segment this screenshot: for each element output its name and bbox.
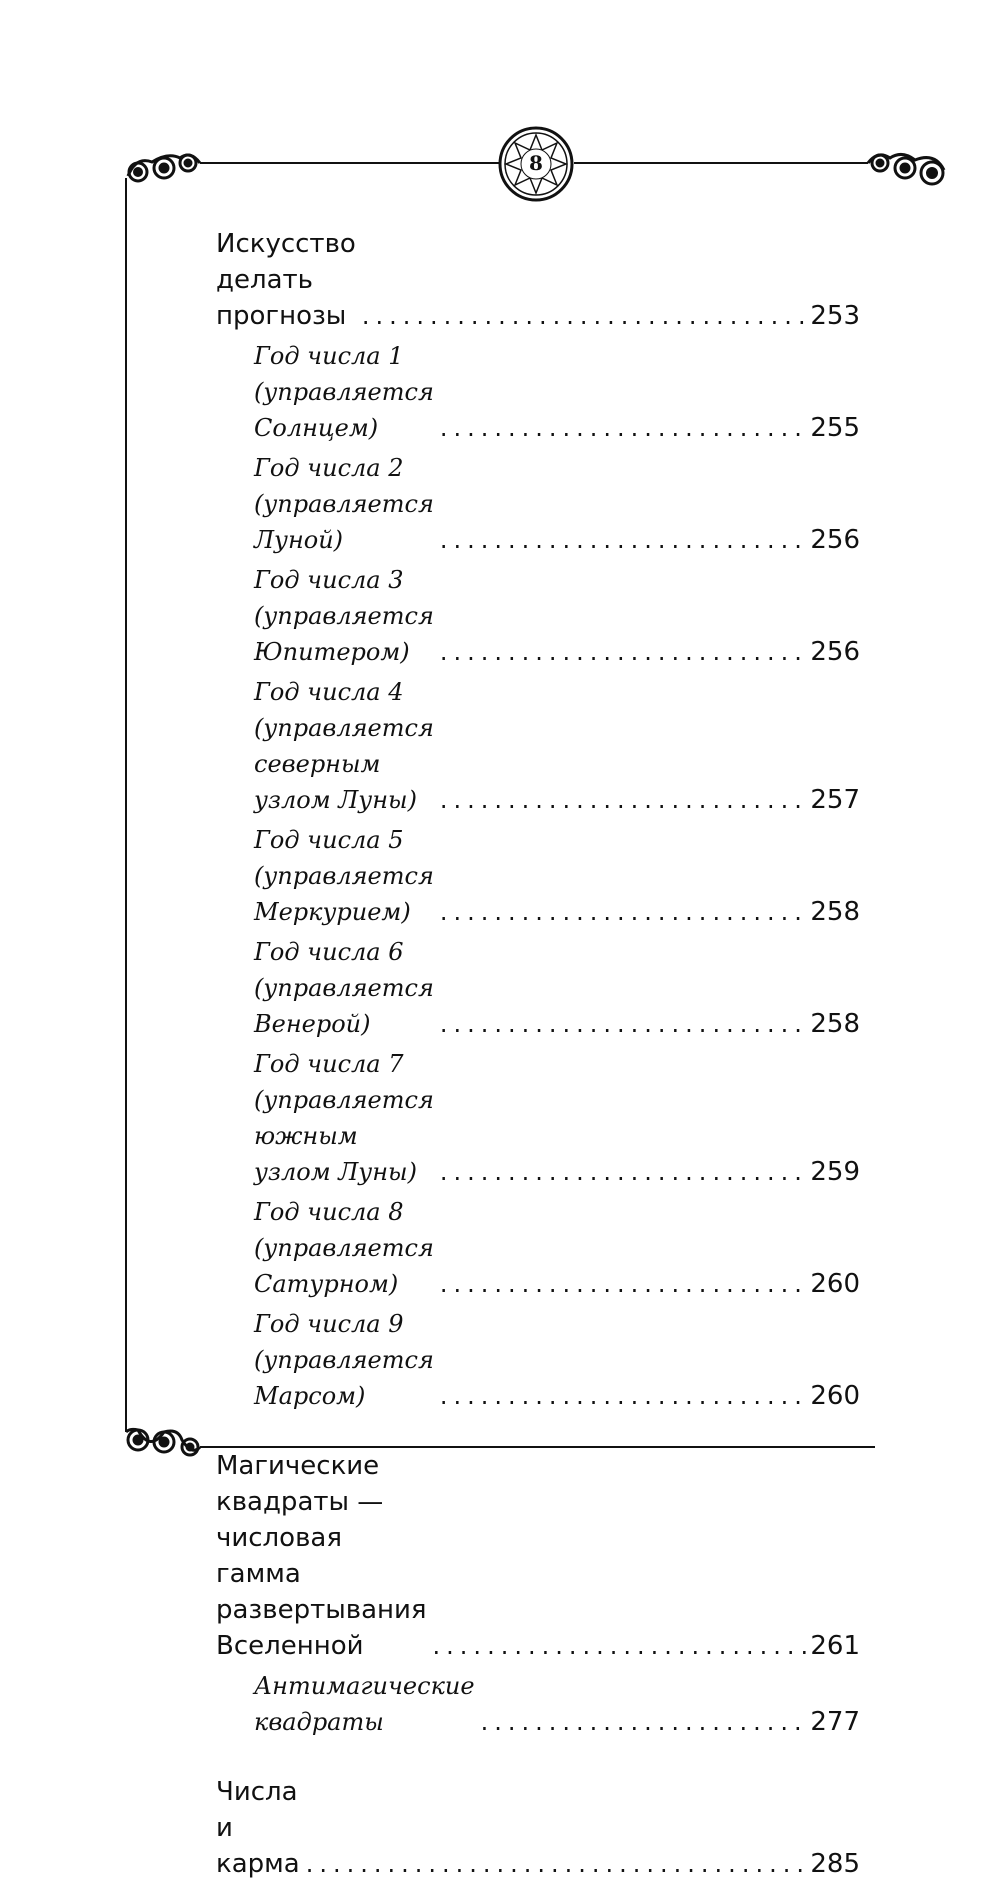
dot-leader [306, 1846, 807, 1882]
dot-leader [440, 1266, 807, 1302]
page-number: 8 [529, 151, 543, 175]
toc-entry-title: Год числа 5 (управляется Меркурием) [254, 826, 434, 926]
table-of-contents [216, 226, 860, 1886]
toc-entry[interactable] [216, 226, 860, 334]
toc-entry-page: 285 [810, 1849, 860, 1879]
toc-entry-title: Год числа 1 (управляется Солнцем) [254, 342, 434, 442]
toc-entry-page: 253 [810, 301, 860, 331]
toc-entry-page: 256 [810, 525, 860, 555]
toc-entry-title: Год числа 3 (управляется Юпитером) [254, 566, 434, 666]
toc-entry-title: Год числа 8 (управляется Сатурном) [254, 1198, 434, 1298]
toc-entry[interactable] [216, 674, 860, 818]
dot-leader [440, 634, 807, 670]
dot-leader [440, 1006, 807, 1042]
toc-entry-page: 261 [810, 1631, 860, 1661]
toc-entry-page: 260 [810, 1269, 860, 1299]
toc-entry-title: Год числа 2 (управляется Луной) [254, 454, 434, 554]
dot-leader [440, 522, 807, 558]
toc-entry-title: Год числа 4 (управляется северным узлом Луны) [254, 678, 434, 814]
dot-leader [440, 782, 807, 818]
toc-entry-title: Год числа 7 (управляется южным узлом Луны) [254, 1050, 434, 1186]
toc-entry[interactable] [216, 822, 860, 930]
section-gap [216, 1744, 860, 1774]
dot-leader [440, 1378, 807, 1414]
toc-entry-title: Искусство делать прогнозы [216, 229, 356, 331]
toc-entry-page: 255 [810, 413, 860, 443]
toc-entry-title: Числа и карма [216, 1777, 300, 1879]
scroll-ornament-icon [126, 1429, 200, 1455]
toc-entry-page: 257 [810, 785, 860, 815]
toc-entry-page: 256 [810, 637, 860, 667]
toc-entry-page: 259 [810, 1157, 860, 1187]
toc-entry[interactable] [216, 450, 860, 558]
toc-entry[interactable] [216, 1194, 860, 1302]
dot-leader [440, 1154, 807, 1190]
toc-entry-page: 258 [810, 1009, 860, 1039]
toc-entry-page: 258 [810, 897, 860, 927]
dot-leader [481, 1704, 807, 1740]
section-gap [216, 1418, 860, 1448]
toc-entry-title: Год числа 9 (управляется Марсом) [254, 1310, 434, 1410]
toc-entry[interactable] [216, 1774, 860, 1882]
toc-entry-title: Антимагические квадраты [254, 1672, 475, 1736]
toc-entry[interactable] [216, 934, 860, 1042]
toc-entry-page: 277 [810, 1707, 860, 1737]
toc-entry[interactable] [216, 1306, 860, 1414]
scroll-ornament-icon [128, 155, 200, 181]
toc-entry[interactable] [216, 1046, 860, 1190]
toc-entry-title: Магические квадраты — числовая гамма развертывания Вселенной [216, 1451, 427, 1661]
toc-entry-page: 260 [810, 1381, 860, 1411]
scroll-ornament-icon [868, 154, 944, 184]
dot-leader [362, 298, 807, 334]
toc-entry[interactable] [216, 562, 860, 670]
dot-leader [440, 410, 807, 446]
toc-entry[interactable] [216, 1448, 860, 1664]
dot-leader [433, 1628, 807, 1664]
toc-entry-title: Год числа 6 (управляется Венерой) [254, 938, 434, 1038]
toc-entry[interactable] [216, 1668, 860, 1740]
dot-leader [440, 894, 807, 930]
toc-entry[interactable] [216, 338, 860, 446]
